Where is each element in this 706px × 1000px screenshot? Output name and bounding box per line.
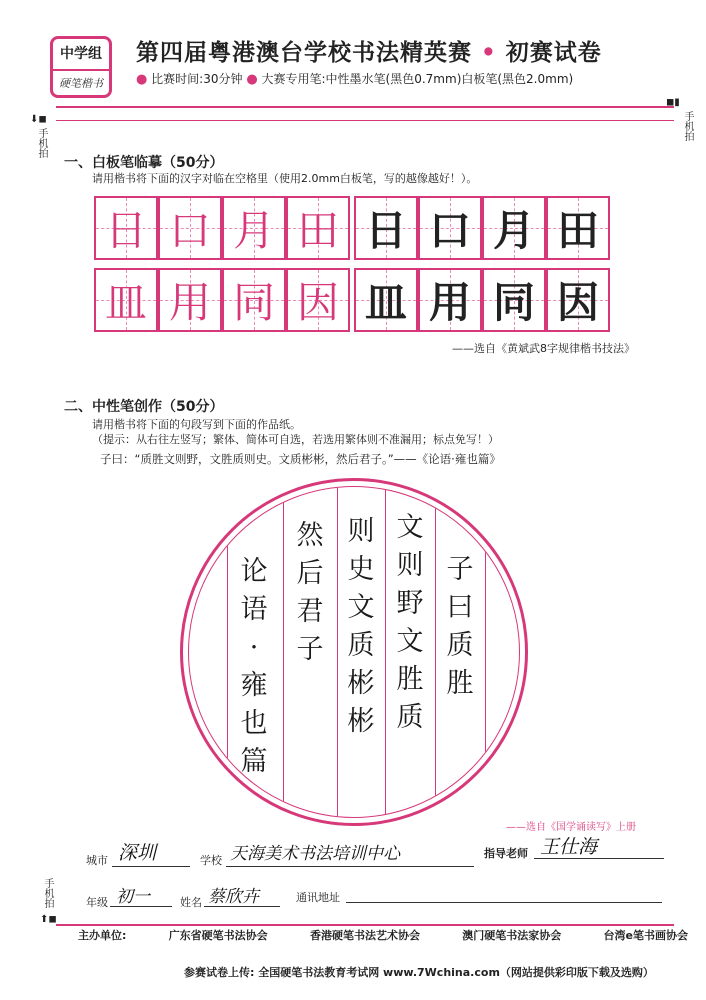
pink-character: 同 — [232, 278, 275, 327]
written-character: 用 — [428, 278, 471, 327]
name-underline — [204, 906, 280, 907]
pink-character: 皿 — [104, 278, 147, 327]
bullet-icon: ● — [136, 72, 148, 87]
grid-cell — [94, 268, 158, 332]
grid-cell — [418, 196, 482, 260]
pink-character: 日 — [104, 206, 147, 255]
title-main: 第四届粤港澳台学校书法精英赛 — [136, 39, 472, 66]
pink-character: 口 — [168, 206, 211, 255]
written-character: 月 — [492, 206, 535, 255]
column-line — [385, 487, 386, 817]
title-dot: • — [481, 39, 497, 66]
pink-character: 田 — [296, 206, 339, 255]
city-label: 城市 — [86, 854, 108, 867]
camera-mark-bottom-left: ⬆◼ — [40, 914, 57, 925]
pink-character: 因 — [296, 278, 339, 327]
grid-cell — [286, 196, 350, 260]
pink-character: 用 — [168, 278, 211, 327]
badge-group-label: 中学组 — [53, 39, 109, 71]
grid-cell — [354, 196, 418, 260]
grid-cell — [222, 196, 286, 260]
calligraphy-column-4: 然后君子 — [296, 520, 324, 665]
time-label: 比赛时间:30分钟 — [151, 72, 243, 86]
section1-source: ——选自《黄斌武8字规律楷书技法》 — [452, 342, 635, 355]
side-note-bottom-left: 手机拍 — [42, 878, 53, 908]
school-field[interactable]: 天海美术书法培训中心 — [230, 844, 400, 864]
name-field[interactable]: 蔡欣卉 — [208, 887, 259, 907]
grid-cell — [158, 268, 222, 332]
section2-title: 二、中性笔创作（50分） — [64, 399, 224, 415]
school-label: 学校 — [200, 854, 222, 867]
column-line — [485, 487, 486, 817]
written-character: 田 — [556, 206, 599, 255]
grid-cell — [482, 196, 546, 260]
pink-character: 月 — [232, 206, 275, 255]
grid-cell — [354, 268, 418, 332]
camera-mark-top-left: ⬇◼ — [30, 114, 47, 125]
calligraphy-column-5: 论语·雍也篇 — [240, 556, 268, 777]
address-field[interactable] — [346, 902, 662, 903]
bullet-icon: ● — [246, 72, 258, 87]
name-label: 姓名 — [180, 896, 202, 909]
copy-grid-row-1 — [94, 196, 610, 264]
upload-note: 参赛试卷上传: 全国硬笔书法教育考试网 www.7Wchina.com（网站提供彩印版下载及选购） — [184, 966, 654, 979]
organizers — [78, 927, 688, 943]
column-line — [337, 487, 338, 817]
organizers-label: 主办单位: — [78, 929, 127, 942]
grade-underline — [110, 906, 172, 907]
city-underline — [112, 866, 190, 867]
calligraphy-column-1: 子曰质胜 — [446, 554, 474, 699]
page-title — [136, 34, 602, 67]
grid-cell — [482, 268, 546, 332]
organizer-1: 广东省硬笔书法协会 — [168, 929, 268, 942]
section2-hint-1: 请用楷书将下面的句段写到下面的作品纸。 — [92, 418, 301, 431]
address-label: 通讯地址 — [296, 891, 340, 904]
calligraphy-column-2: 文则野文胜质 — [396, 512, 424, 733]
written-character: 日 — [364, 206, 407, 255]
grid-cell — [222, 268, 286, 332]
work-paper-circle — [188, 486, 520, 818]
side-note-right: 手机拍 — [682, 111, 693, 141]
written-character: 因 — [556, 278, 599, 327]
organizer-2: 香港硬笔书法艺术协会 — [309, 929, 420, 942]
header-divider-thin — [56, 120, 674, 121]
header-divider — [56, 106, 674, 108]
written-character: 同 — [492, 278, 535, 327]
pens-label: 大赛专用笔:中性墨水笔(黑色0.7mm)白板笔(黑色2.0mm) — [261, 72, 574, 86]
organizer-3: 澳门硬笔书法家协会 — [462, 929, 562, 942]
school-underline — [226, 866, 474, 867]
grid-cell — [286, 268, 350, 332]
column-line — [227, 487, 228, 817]
grid-cell — [94, 196, 158, 260]
side-note-left: 手机拍 — [36, 128, 47, 158]
grid-cell — [158, 196, 222, 260]
footer-divider — [56, 924, 674, 926]
city-field[interactable]: 深圳 — [118, 842, 157, 864]
title-tail: 初赛试卷 — [505, 39, 602, 66]
camera-mark-top-right: ◼▮ — [666, 97, 680, 108]
copy-grid-row-2 — [94, 268, 610, 336]
grid-cell — [546, 196, 610, 260]
organizer-4: 台湾e笔书画协会 — [603, 929, 688, 942]
teacher-label: 指导老师 — [484, 847, 528, 860]
calligraphy-column-3: 则史文质彬彬 — [347, 516, 375, 737]
section2-source: ——选自《国学诵读写》上册 — [506, 822, 636, 833]
grid-cell — [546, 268, 610, 332]
grade-label: 年级 — [86, 896, 108, 909]
teacher-underline — [534, 858, 664, 859]
written-character: 皿 — [364, 278, 407, 327]
grid-cell — [418, 268, 482, 332]
section1-hint: 请用楷书将下面的汉字对临在空格里（使用2.0mm白板笔，写的越像越好！）。 — [92, 172, 478, 185]
column-line — [283, 487, 284, 817]
exam-info — [136, 70, 573, 87]
badge-style-label: 硬笔楷书 — [59, 77, 103, 90]
column-line — [435, 487, 436, 817]
group-badge — [50, 36, 112, 98]
grade-field[interactable]: 初一 — [116, 887, 150, 907]
section2-quote: 子曰：“质胜文则野，文胜质则史。文质彬彬，然后君子。”——《论语·雍也篇》 — [100, 452, 501, 466]
teacher-field[interactable]: 王仕海 — [540, 836, 598, 858]
section2-hint-2: （提示：从右往左竖写；繁体、简体可自选，若选用繁体则不准漏用；标点免写！） — [92, 433, 499, 446]
written-character: 口 — [428, 206, 471, 255]
section1-title: 一、白板笔临摹（50分） — [64, 155, 224, 171]
